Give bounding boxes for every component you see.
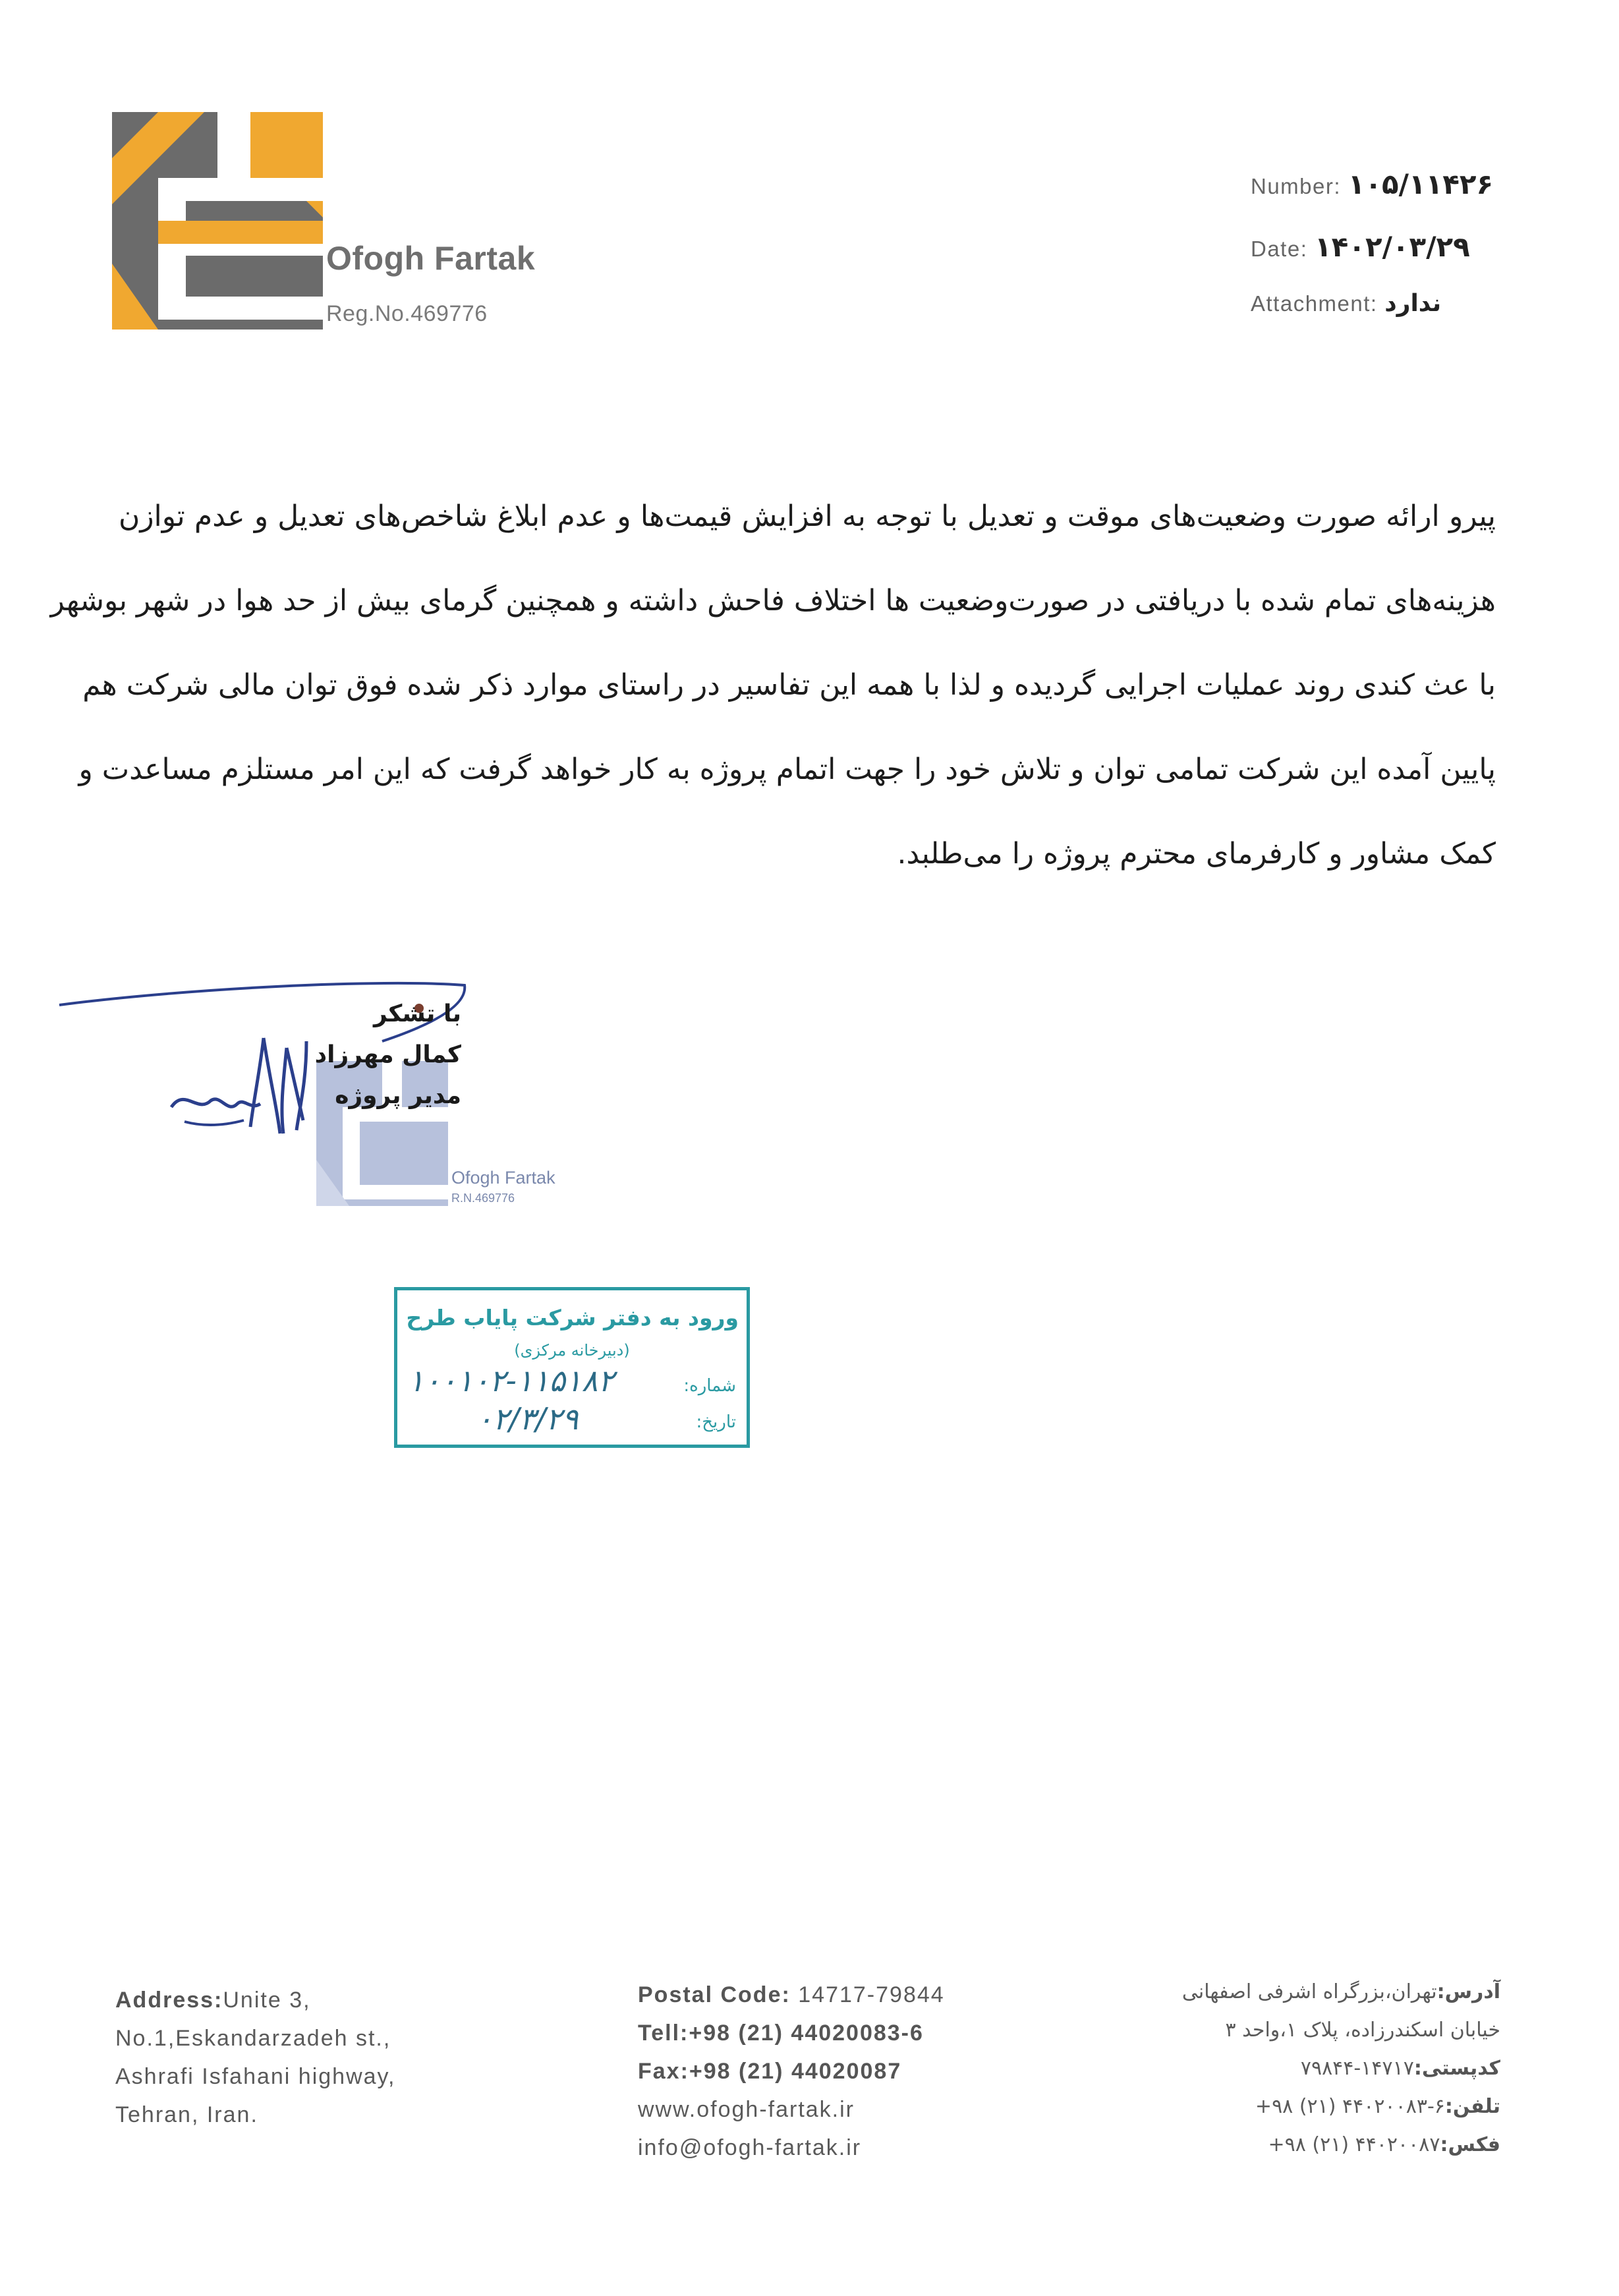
body-line: با عث کندی روند عملیات اجرایی گردیده و لذا با همه این تفاسیر در راستای موارد ذکر شده فوق توان مالی شرکت هم bbox=[82, 668, 1496, 702]
email-link[interactable]: info@ofogh-fartak.ir bbox=[638, 2135, 862, 2160]
address-label: Address: bbox=[115, 1988, 223, 2013]
postal-value: 14717-79844 bbox=[798, 1982, 945, 2007]
receipt-title: ورود به دفتر شرکت پایاب طرح bbox=[406, 1305, 739, 1331]
signer-name: کمال مهرزاد bbox=[314, 1041, 461, 1068]
fax-label: Fax: bbox=[638, 2059, 689, 2084]
number-value: ۱۰۵/۱۱۴۲۶ bbox=[1348, 168, 1494, 200]
receipt-number-label: شماره: bbox=[683, 1376, 736, 1396]
attachment-label: Attachment: bbox=[1251, 291, 1378, 316]
seal-registration: R.N.469776 bbox=[451, 1191, 515, 1205]
receipt-number-value: ۱۰۰۱۰۲-۱۱۵۱۸۲ bbox=[408, 1363, 615, 1398]
letter-attachment bbox=[1251, 290, 1441, 317]
attachment-value: ندارد bbox=[1384, 290, 1442, 317]
letter-number bbox=[1251, 168, 1493, 200]
body-line: پیرو ارائه صورت وضعیت‌های موقت و تعدیل با توجه به افزایش قیمت‌ها و عدم ابلاغ شاخص‌های تعدیل و عدم توازن bbox=[119, 500, 1496, 533]
fa-address-label: آدرس: bbox=[1436, 1980, 1500, 2003]
fa-tel-label: تلفن: bbox=[1444, 2095, 1500, 2118]
company-name: Ofogh Fartak bbox=[326, 240, 536, 277]
footer-contact bbox=[638, 1976, 945, 2167]
fa-postal-value: ۱۴۷۱۷-۷۹۸۴۴ bbox=[1300, 2057, 1414, 2080]
seal-company-name: Ofogh Fartak bbox=[451, 1168, 555, 1188]
address-line: Tehran, Iran. bbox=[115, 2102, 258, 2127]
address-line: No.1,Eskandarzadeh st., bbox=[115, 2026, 391, 2051]
signature-text bbox=[277, 994, 461, 1116]
letter-body bbox=[50, 474, 1496, 896]
tel-value: +98 (21) 44020083-6 bbox=[689, 2021, 924, 2046]
company-logo bbox=[112, 112, 323, 330]
footer-address bbox=[115, 1981, 395, 2134]
signer-title: مدیر پروژه bbox=[335, 1082, 461, 1109]
fa-fax-label: فکس: bbox=[1440, 2133, 1500, 2156]
receipt-stamp bbox=[394, 1287, 750, 1448]
number-label: Number: bbox=[1251, 174, 1342, 198]
date-label: Date: bbox=[1251, 237, 1308, 261]
fa-address-line: خیابان اسکندرزاده، پلاک ۱،واحد ۳ bbox=[1225, 2019, 1500, 2042]
address-line: Unite 3, bbox=[223, 1988, 311, 2013]
address-line: Ashrafi Isfahani highway, bbox=[115, 2064, 396, 2089]
postal-label: Postal Code: bbox=[638, 1982, 791, 2007]
receipt-date-label: تاریخ: bbox=[696, 1412, 736, 1432]
tel-label: Tell: bbox=[638, 2021, 689, 2046]
registration-number: Reg.No.469776 bbox=[326, 301, 488, 326]
fa-address-line: تهران،بزرگراه اشرفی اصفهانی bbox=[1181, 1980, 1437, 2003]
website-link[interactable]: www.ofogh-fartak.ir bbox=[638, 2097, 855, 2122]
fa-postal-label: کدپستی: bbox=[1413, 2057, 1500, 2080]
fa-tel-value: ۶-۴۴۰۲۰۰۸۳ (۲۱) ۹۸+ bbox=[1255, 2095, 1445, 2118]
fa-fax-value: ۴۴۰۲۰۰۸۷ (۲۱) ۹۸+ bbox=[1268, 2133, 1440, 2156]
receipt-date-value: ۰۲/۳/۲۹ bbox=[476, 1401, 579, 1437]
receipt-subtitle: (دبیرخانه مرکزی) bbox=[514, 1341, 630, 1360]
closing-phrase: با تشکر bbox=[373, 1000, 461, 1027]
body-line: کمک مشاور و کارفرمای محترم پروژه را می‌طلبد. bbox=[897, 837, 1496, 871]
letter-date bbox=[1251, 231, 1470, 263]
fax-value: +98 (21) 44020087 bbox=[689, 2059, 902, 2084]
body-line: هزینه‌های تمام شده با دریافتی در صورت‌وضعیت ها اختلاف فاحش داشته و همچنین گرمای بیش از حد هوا در شهر بوشهر bbox=[50, 584, 1496, 617]
date-value: ۱۴۰۲/۰۳/۲۹ bbox=[1315, 231, 1470, 263]
footer-persian-address bbox=[1182, 1973, 1500, 2164]
body-line: پایین آمده این شرکت تمامی توان و تلاش خود را جهت اتمام پروژه به کار خواهد گرفت که این امر مستلزم مساعدت و bbox=[78, 753, 1496, 786]
